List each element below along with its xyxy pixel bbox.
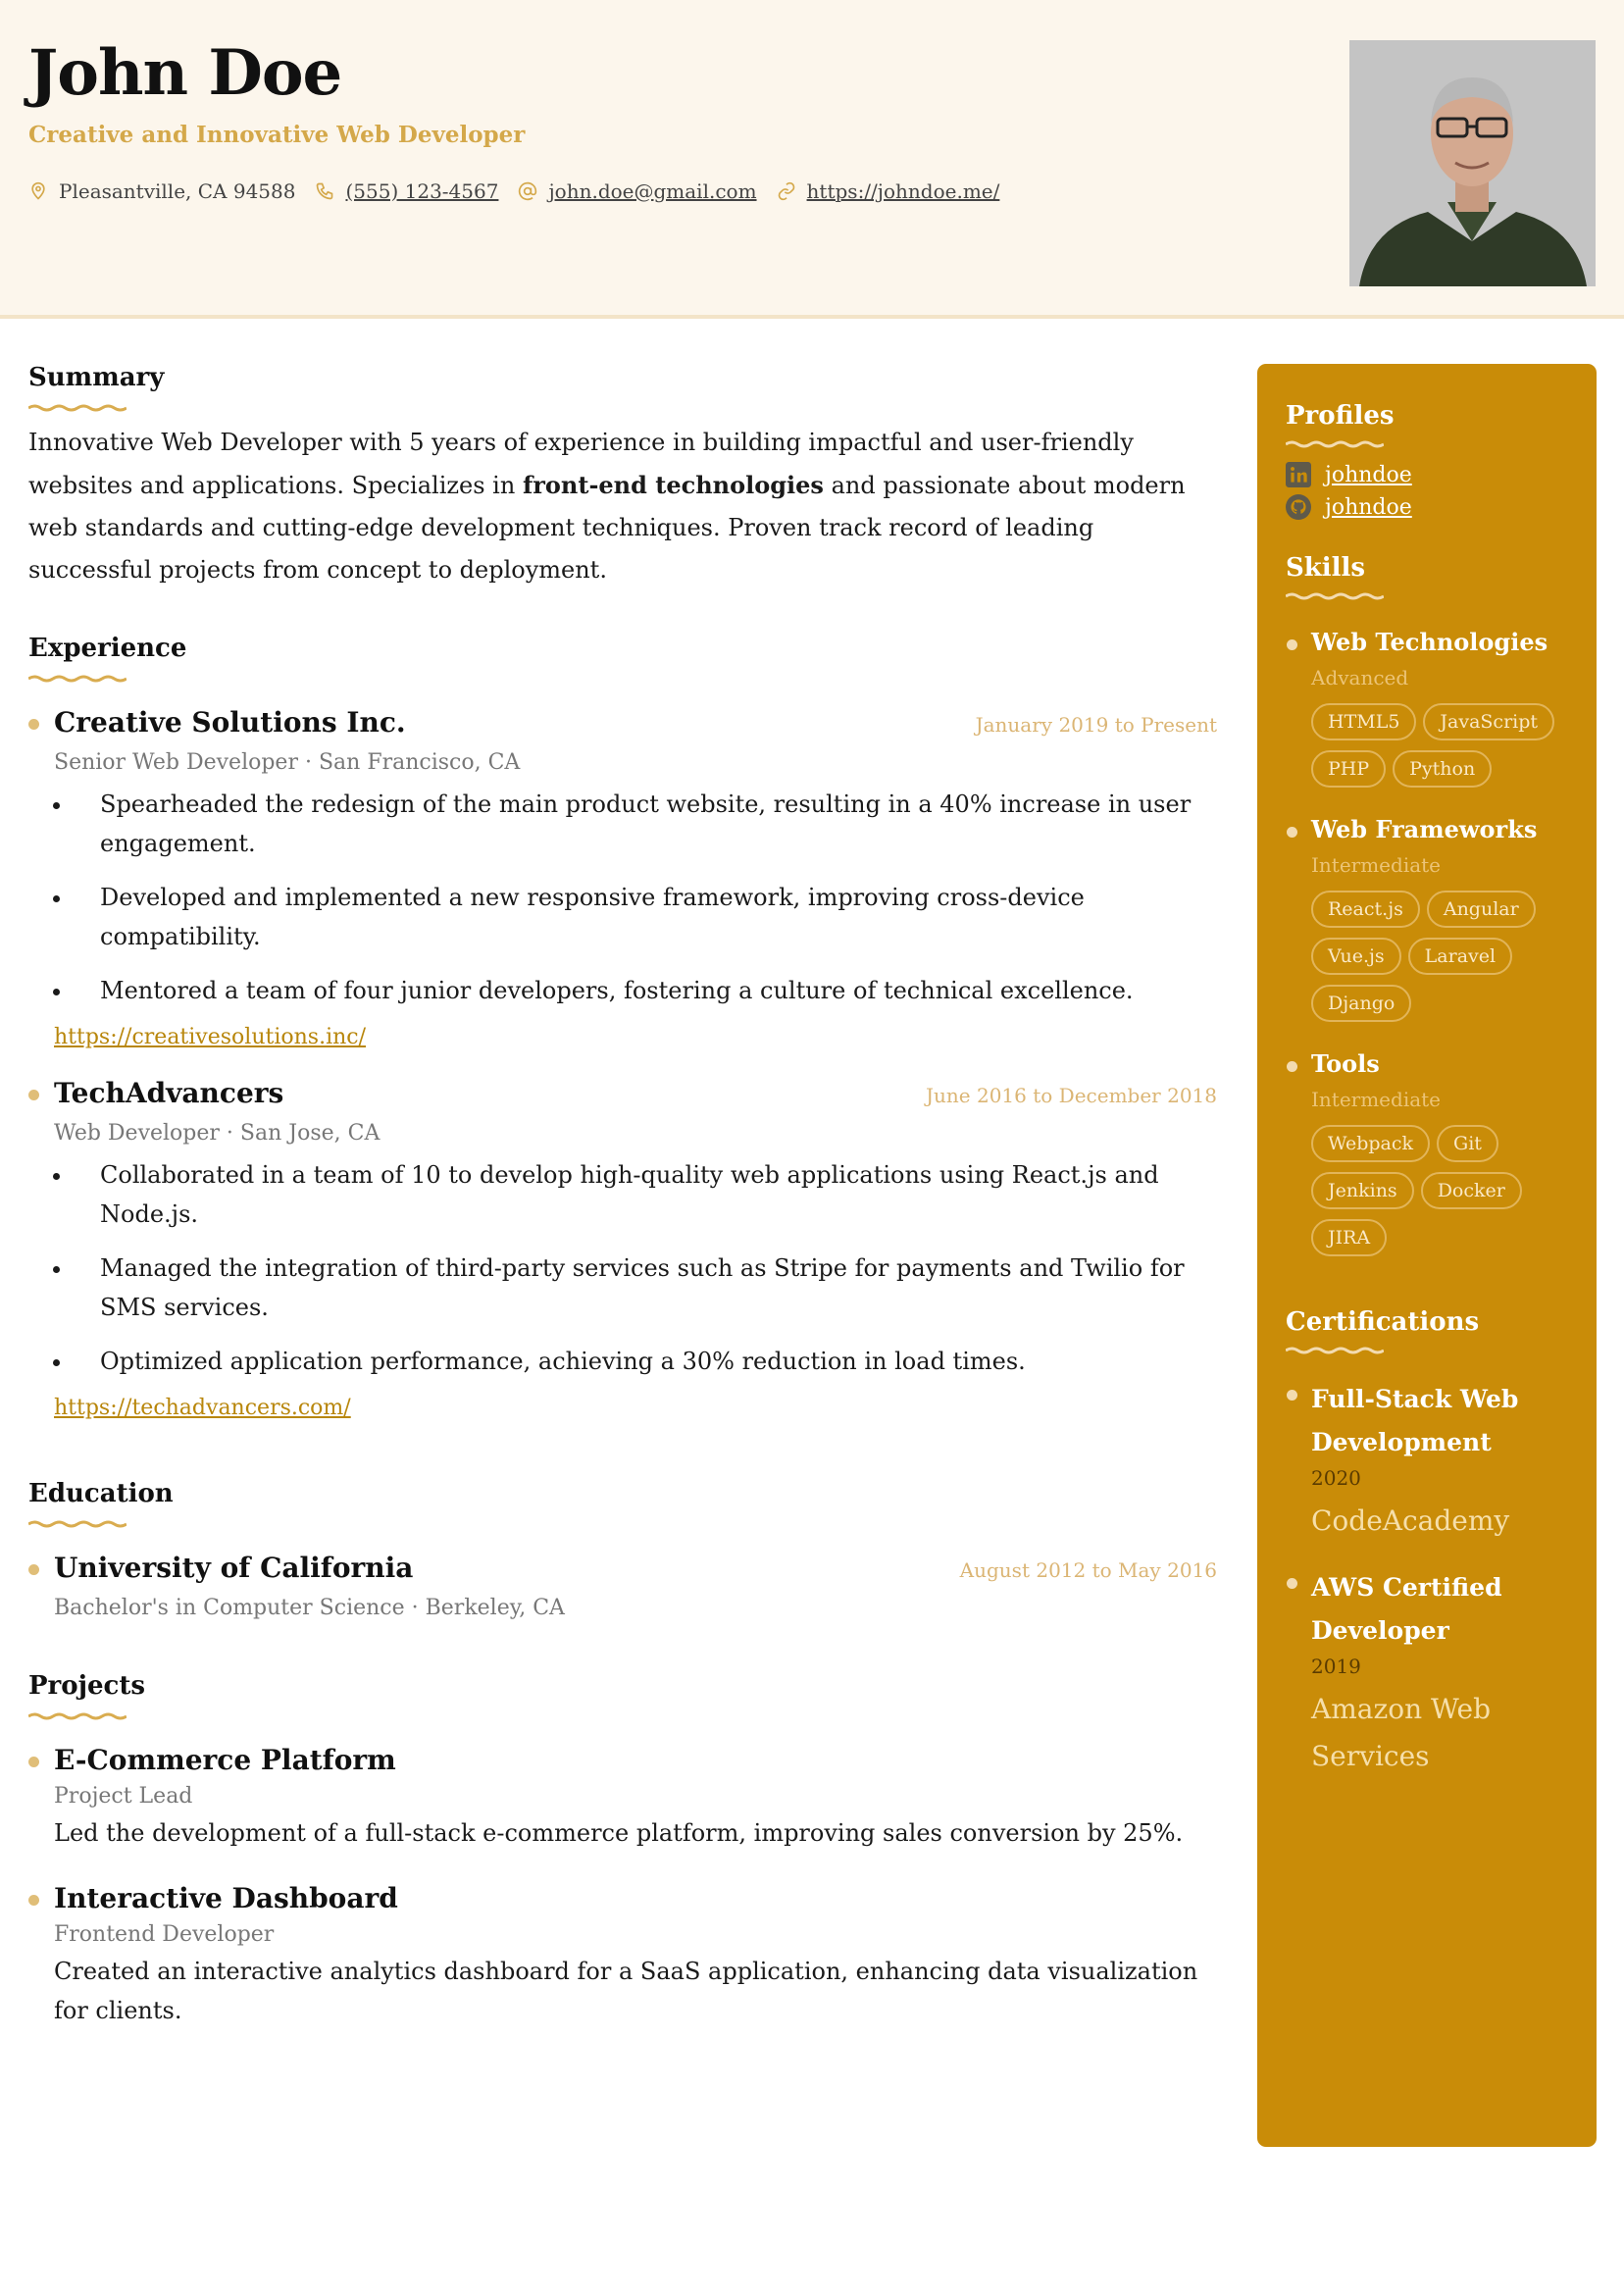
main-column xyxy=(28,363,1217,2030)
project-description: Created an interactive analytics dashboard for a SaaS application, enhancing data visualization for clients. xyxy=(54,1958,1198,2024)
keyword-chip: Webpack xyxy=(1311,1125,1430,1162)
certifications-section xyxy=(1286,1307,1569,1780)
keyword-chip: Jenkins xyxy=(1311,1172,1414,1209)
title-underline xyxy=(28,675,127,683)
person-name: John Doe xyxy=(28,36,342,110)
certification-item xyxy=(1286,1566,1569,1780)
keyword-chip: JIRA xyxy=(1311,1219,1387,1256)
section-title-education: Education xyxy=(28,1479,174,1508)
degree-line: Bachelor's in Computer Science · Berkeley, CA xyxy=(54,1596,565,1620)
entry-bullet xyxy=(28,1090,39,1100)
education-item xyxy=(28,1552,1217,1620)
skill-level: Advanced xyxy=(1311,666,1409,689)
certification-date: 2019 xyxy=(1311,1655,1361,1678)
title-underline xyxy=(28,1712,127,1720)
skill-name: Web Technologies xyxy=(1311,628,1548,656)
resume-header xyxy=(0,0,1624,319)
email-link[interactable]: john.doe@gmail.com xyxy=(548,179,757,203)
highlights-list xyxy=(74,1155,1217,1381)
entry-bullet xyxy=(1287,1578,1297,1589)
skills-section xyxy=(1286,553,1569,1266)
entry-bullet xyxy=(1287,639,1297,650)
sidebar xyxy=(1257,364,1597,2147)
contact-email[interactable] xyxy=(518,179,756,203)
keyword-chip: Laravel xyxy=(1408,938,1512,975)
summary-text: Innovative Web Developer with 5 years of experience in building impactful and user-friendly websites and applications. Specializes in front-end technologies and passionate about modern web standards and cutting-edge development techniques. Proven track record of leading successful projects from concept to deployment. xyxy=(28,429,1186,584)
contact-website[interactable] xyxy=(777,179,1000,203)
contact-location xyxy=(28,179,295,203)
summary-section xyxy=(28,363,1217,591)
link-icon xyxy=(777,181,796,201)
highlight-item: • Managed the integration of third-party services such as Stripe for payments and Twilio for SMS services. xyxy=(74,1249,1217,1327)
keyword-chip: Git xyxy=(1437,1125,1498,1162)
highlight-item: • Collaborated in a team of 10 to develop high-quality web applications using React.js and Node.js. xyxy=(74,1155,1217,1234)
at-icon xyxy=(518,181,537,201)
entry-bullet xyxy=(28,1757,39,1767)
contact-row xyxy=(28,179,1019,203)
phone-link[interactable]: (555) 123-4567 xyxy=(345,179,499,203)
skill-keywords xyxy=(1311,703,1566,797)
title-underline xyxy=(28,404,127,412)
skill-name: Tools xyxy=(1311,1049,1380,1078)
certification-name: AWS Certified Developer xyxy=(1311,1573,1502,1645)
section-title-experience: Experience xyxy=(28,634,187,663)
keyword-chip: Docker xyxy=(1421,1172,1522,1209)
profile-username[interactable]: johndoe xyxy=(1325,462,1412,487)
keyword-chip: Angular xyxy=(1427,891,1536,928)
project-item xyxy=(28,1744,1217,1853)
contact-phone[interactable] xyxy=(315,179,498,203)
skill-item xyxy=(1286,628,1569,797)
company-name: TechAdvancers xyxy=(54,1077,284,1109)
experience-item xyxy=(28,1077,1217,1420)
experience-section xyxy=(28,634,1217,1420)
title-underline xyxy=(1286,1347,1384,1354)
date-range: January 2019 to Present xyxy=(975,713,1217,737)
title-underline xyxy=(1286,440,1384,448)
project-name: Interactive Dashboard xyxy=(54,1882,398,1914)
school-name: University of California xyxy=(54,1552,414,1584)
headline: Creative and Innovative Web Developer xyxy=(28,122,526,148)
education-section xyxy=(28,1479,1217,1620)
map-pin-icon xyxy=(28,181,48,201)
skill-level: Intermediate xyxy=(1311,1088,1442,1111)
highlights-list xyxy=(74,785,1217,1010)
section-title-certifications: Certifications xyxy=(1286,1307,1480,1337)
position-line: Web Developer · San Jose, CA xyxy=(54,1121,381,1146)
certification-date: 2020 xyxy=(1311,1466,1361,1490)
entry-bullet xyxy=(28,1895,39,1906)
profiles-section xyxy=(1286,401,1569,520)
keyword-chip: JavaScript xyxy=(1423,703,1554,740)
company-name: Creative Solutions Inc. xyxy=(54,706,406,739)
certification-item xyxy=(1286,1378,1569,1545)
keyword-chip: Django xyxy=(1311,985,1411,1022)
certification-issuer: CodeAcademy xyxy=(1311,1504,1510,1537)
position-line: Senior Web Developer · San Francisco, CA xyxy=(54,750,521,775)
website-link[interactable]: https://johndoe.me/ xyxy=(806,179,1000,203)
keyword-chip: React.js xyxy=(1311,891,1420,928)
skill-name: Web Frameworks xyxy=(1311,815,1538,843)
date-range: August 2012 to May 2016 xyxy=(959,1558,1217,1582)
profile-linkedin[interactable] xyxy=(1286,462,1569,487)
section-title-profiles: Profiles xyxy=(1286,401,1395,431)
keyword-chip: HTML5 xyxy=(1311,703,1416,740)
keyword-chip: Python xyxy=(1393,750,1492,788)
project-description: Led the development of a full-stack e-commerce platform, improving sales conversion by 25%. xyxy=(54,1819,1184,1847)
linkedin-icon xyxy=(1286,462,1311,487)
company-url-link[interactable]: https://creativesolutions.inc/ xyxy=(54,1025,367,1049)
highlight-item: • Mentored a team of four junior developers, fostering a culture of technical excellence. xyxy=(74,971,1217,1010)
section-title-summary: Summary xyxy=(28,363,165,392)
entry-bullet xyxy=(1287,1061,1297,1072)
title-underline xyxy=(1286,592,1384,600)
entry-bullet xyxy=(28,719,39,730)
section-title-skills: Skills xyxy=(1286,553,1366,583)
date-range: June 2016 to December 2018 xyxy=(926,1084,1217,1107)
project-role: Frontend Developer xyxy=(54,1922,275,1947)
project-name: E-Commerce Platform xyxy=(54,1744,396,1776)
skill-item xyxy=(1286,1049,1569,1266)
entry-bullet xyxy=(28,1564,39,1575)
highlight-item: • Spearheaded the redesign of the main product website, resulting in a 40% increase in user engagement. xyxy=(74,785,1217,863)
skill-item xyxy=(1286,815,1569,1032)
project-role: Project Lead xyxy=(54,1784,193,1809)
project-item xyxy=(28,1882,1217,2030)
github-icon xyxy=(1286,494,1311,520)
title-underline xyxy=(28,1520,127,1528)
profile-photo xyxy=(1349,40,1596,286)
section-title-projects: Projects xyxy=(28,1671,146,1701)
highlight-item: • Developed and implemented a new responsive framework, improving cross-device compatibility. xyxy=(74,878,1217,956)
company-url-link[interactable]: https://techadvancers.com/ xyxy=(54,1396,351,1420)
certification-issuer: Amazon Web Services xyxy=(1311,1693,1491,1772)
skill-keywords xyxy=(1311,891,1566,1032)
phone-icon xyxy=(315,181,334,201)
skill-level: Intermediate xyxy=(1311,853,1442,877)
experience-item xyxy=(28,706,1217,1049)
location-text: Pleasantville, CA 94588 xyxy=(59,179,296,203)
entry-bullet xyxy=(1287,1390,1297,1401)
skill-keywords xyxy=(1311,1125,1566,1266)
entry-bullet xyxy=(1287,827,1297,838)
profile-github[interactable] xyxy=(1286,494,1569,520)
keyword-chip: PHP xyxy=(1311,750,1386,788)
keyword-chip: Vue.js xyxy=(1311,938,1401,975)
profile-username[interactable]: johndoe xyxy=(1325,494,1412,520)
certification-name: Full-Stack Web Development xyxy=(1311,1385,1519,1456)
projects-section xyxy=(28,1671,1217,2030)
highlight-item: • Optimized application performance, achieving a 30% reduction in load times. xyxy=(74,1342,1217,1381)
